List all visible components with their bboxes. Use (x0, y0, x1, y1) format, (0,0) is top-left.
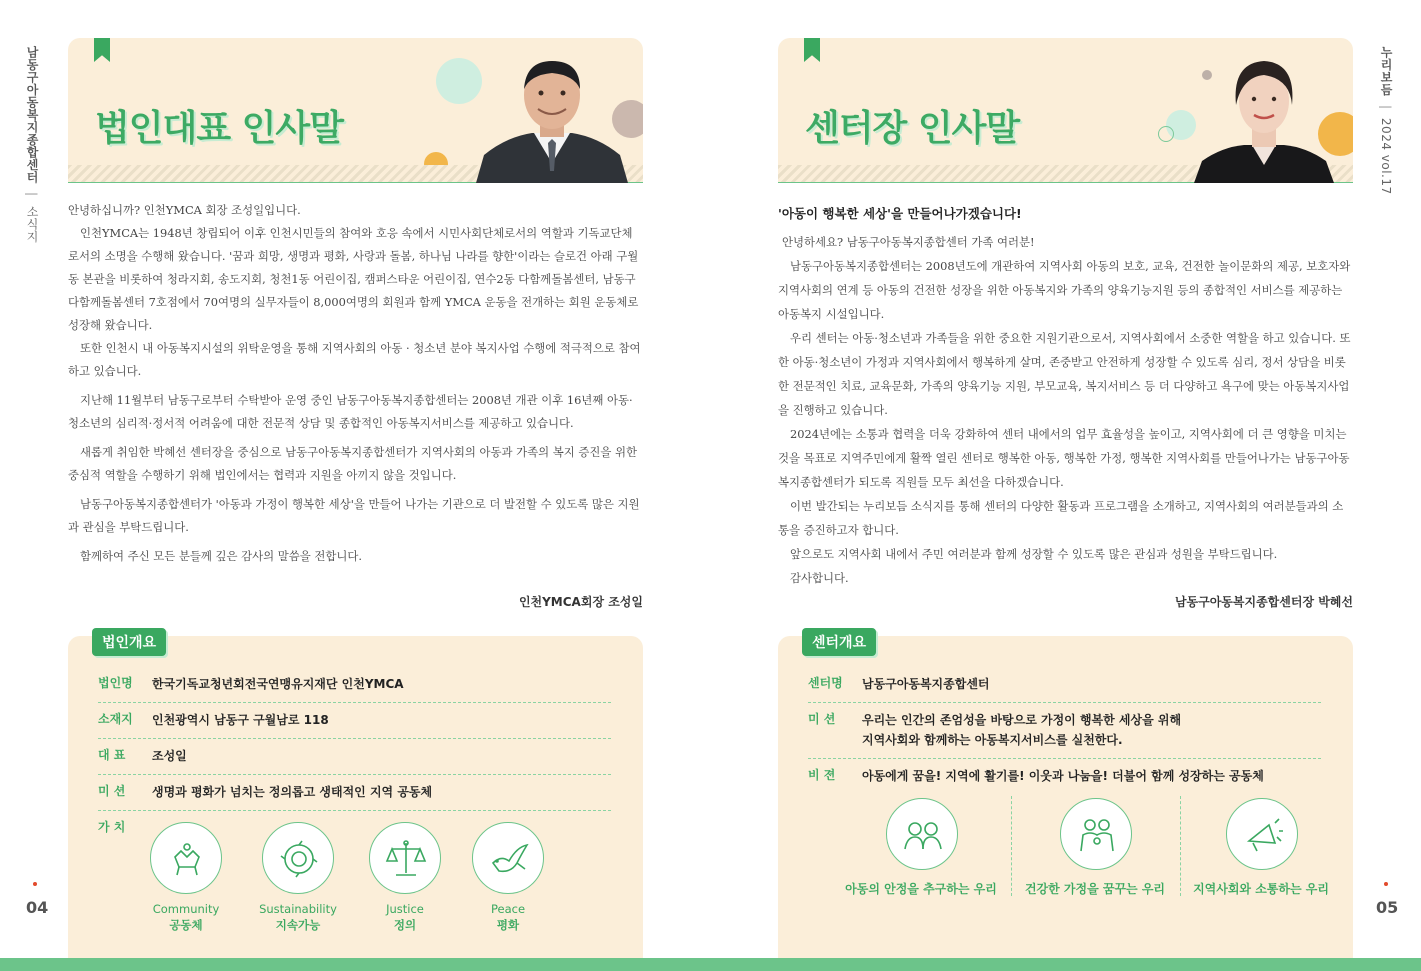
value-label-ko: 공동체 (169, 918, 203, 932)
signature: 남동구아동복지종합센터장 박혜선 (1174, 595, 1353, 609)
vision-caption: 건강한 가정을 꿈꾸는 우리 (1024, 882, 1166, 896)
overview-value: 인천광역시 남동구 구월남로 118 (152, 713, 329, 727)
paragraph: 안녕하십니까? 인천YMCA 회장 조성일입니다. (68, 203, 301, 217)
right-header-card (778, 38, 1353, 183)
value-label-ko: 정의 (393, 918, 417, 932)
overview-key: 소재지 (98, 712, 133, 726)
overview-key: 대 표 (98, 748, 126, 762)
paragraph: 남동구아동복지종합센터가 '아동과 가정이 행복한 세상'을 만들어 나가는 기관으로 더 발전할 수 있도록 많은 지원과 관심을 부탁드립니다. (68, 497, 640, 534)
overview-key: 가 치 (98, 820, 126, 834)
page-dot (33, 882, 37, 886)
side-label-main: 남동구아동복지종합센터 (25, 46, 39, 184)
value-label-en: Community (152, 902, 220, 916)
paragraph: 새롭게 취임한 박혜선 센터장을 중심으로 남동구아동복지종합센터가 지역사회의 아동과 가족의 복지 증진을 위한 중심적 역할을 수행하기 위해 법인에서는 협력과 지원을 아끼지 않을 것입니다. (68, 445, 637, 482)
paragraph: 인천YMCA는 1948년 창립되어 이후 인천시민들의 참여와 호응 속에서 시민사회단체로서의 역할과 기독교단체로서의 소명을 수행해 왔습니다. '꿈과 희망, 생명과 평화, 사랑과 돌봄, 하나님 나라를 향한'이라는 슬로건 아래 구월동 본관을 비롯하여 청라지회, 송도지회, 청천1동 어린이집, 캠퍼스타운 어린이집, 연수2동 다함께돌봄센터, 남동구다함께돌봄센터 7호점에서 70여명의 실무자들이 8,000여명의 회원과 함께 YMCA 운동을 전개하는 회원 운동체로 성장해 왔습니다. (68, 226, 639, 332)
bottom-bar (0, 958, 1421, 971)
overview-row (98, 746, 611, 775)
value-label-ko: 지속가능 (275, 918, 321, 932)
overview-row (808, 710, 1321, 759)
value-label-en: Justice (386, 902, 424, 916)
overview-tag: 법인개요 (92, 628, 166, 656)
overview-tag: 센터개요 (802, 628, 876, 656)
overview-key: 미 션 (808, 712, 836, 726)
hands-icon (150, 822, 222, 894)
dove-icon (472, 822, 544, 894)
overview-value: 생명과 평화가 넘치는 정의롭고 생태적인 지역 공동체 (152, 785, 433, 799)
mission-line: 우리는 인간의 존엄성을 바탕으로 가정이 행복한 세상을 위해 (862, 713, 1182, 727)
family-icon (1060, 798, 1132, 870)
side-label-sub: 소식지 (25, 205, 39, 243)
overview-row (808, 766, 1321, 794)
mission-line: 지역사회와 함께하는 아동복지서비스를 실천한다. (862, 733, 1123, 747)
paragraph: 감사합니다. (790, 571, 849, 585)
paragraph: 지난해 11월부터 남동구로부터 수탁받아 운영 중인 남동구아동복지종합센터는 2008년 개관 이후 16년째 아동·청소년의 심리적·정서적 어려움에 대한 전문적 상담 및 종합적인 아동복지서비스를 제공하고 있습니다. (68, 393, 633, 430)
value-label-en: Sustainability (259, 902, 337, 916)
paragraph: 남동구아동복지종합센터는 2008년도에 개관하여 지역사회 아동의 보호, 교육, 건전한 놀이문화의 제공, 보호자와 지역사회의 연계 등 아동의 건전한 성장을 위한 아동복지와 가족의 양육기능지원 등의 종합적인 서비스를 제공하는 아동복지 시설입니다. (778, 259, 1351, 321)
bookmark-icon (804, 38, 820, 62)
side-label-main: 누리보듬 (1379, 46, 1393, 96)
paragraph: 우리 센터는 아동·청소년과 가족들을 위한 중요한 지원기관으로서, 지역사회에서 소중한 역할을 하고 있습니다. 또한 아동·청소년이 가정과 지역사회에서 행복하게 살며, 존중받고 안전하게 성장할 수 있도록 심리, 정서 상담을 비롯한 전문적인 치료, 교육문화, 가족의 양육기능 지원, 부모교육, 복지서비스 등 더 다양하고 욕구에 맞는 아동복지사업을 진행하고 있습니다. (778, 331, 1351, 417)
overview-row (98, 782, 611, 811)
portrait-photo (476, 51, 628, 183)
corporation-overview-card (68, 636, 643, 958)
scales-icon (369, 822, 441, 894)
overview-key: 비 젼 (808, 768, 836, 782)
right-greeting-body (778, 230, 1353, 590)
portrait-photo (1192, 49, 1336, 183)
overview-key: 센터명 (808, 676, 843, 690)
left-header-card (68, 38, 643, 183)
value-label-en: Peace (490, 902, 526, 916)
overview-value: 남동구아동복지종합센터 (862, 677, 990, 691)
overview-key: 미 션 (98, 784, 126, 798)
overview-row (98, 674, 611, 703)
vision-caption: 지역사회와 소통하는 우리 (1193, 882, 1329, 896)
page-dot (1384, 882, 1388, 886)
page-title: 법인대표 인사말 (95, 108, 343, 149)
megaphone-icon (1226, 798, 1298, 870)
overview-row (98, 710, 611, 739)
vision-caption: 아동의 안정을 추구하는 우리 (845, 882, 997, 896)
overview-value (862, 710, 1181, 750)
signature: 인천YMCA회장 조성일 (518, 595, 643, 609)
paragraph: 함께하여 주신 모든 분들께 깊은 감사의 말씀을 전합니다. (80, 549, 363, 563)
overview-key: 법인명 (98, 676, 133, 690)
center-overview-card (778, 636, 1353, 958)
left-side-label (24, 46, 41, 243)
overview-value: 조성일 (152, 749, 187, 763)
paragraph: 이번 발간되는 누리보듬 소식지를 통해 센터의 다양한 활동과 프로그램을 소개하고, 지역사회의 여러분들과의 소통을 증진하고자 합니다. (778, 499, 1344, 537)
left-greeting-body (68, 199, 643, 568)
side-label-separator: | (25, 192, 39, 197)
right-side-label (1378, 46, 1395, 195)
paragraph: 또한 인천시 내 아동복지시설의 위탁운영을 통해 지역사회의 아동 · 청소년 분야 복지사업 수행에 적극적으로 참여하고 있습니다. (68, 341, 641, 378)
paragraph: 앞으로도 지역사회 내에서 주민 여러분과 함께 성장할 수 있도록 많은 관심과 성원을 부탁드립니다. (790, 547, 1278, 561)
value-label-ko: 평화 (496, 918, 520, 932)
page-title: 센터장 인사말 (805, 108, 1020, 149)
bookmark-icon (94, 38, 110, 62)
page-number-right: 05 (1376, 898, 1399, 917)
paragraph: 안녕하세요? 남동구아동복지종합센터 가족 여러분! (782, 235, 1035, 249)
decor-circle (1158, 126, 1174, 142)
side-label-separator: | (1379, 104, 1393, 110)
children-icon (886, 798, 958, 870)
paragraph: 2024년에는 소통과 협력을 더욱 강화하여 센터 내에서의 업무 효율성을 높이고, 지역사회에 더 큰 영향을 미치는 것을 목표로 지역주민에게 활짝 열린 센터로 행복한 아동, 행복한 가정, 행복한 지역사회를 만들어나가는 남동구아동복지종합센터가 되도록 직원들 모두 최선을 다하겠습니다. (778, 427, 1350, 489)
overview-value: 아동에게 꿈을! 지역에 활기를! 이웃과 나눔을! 더불어 함께 성장하는 공동체 (862, 769, 1264, 783)
overview-row (808, 674, 1321, 703)
lead-heading: '아동이 행복한 세상'을 만들어나가겠습니다! (778, 206, 1022, 221)
recycle-icon (262, 822, 334, 894)
overview-value: 한국기독교청년회전국연맹유지재단 인천YMCA (152, 677, 404, 691)
side-label-sub: 2024 vol.17 (1379, 117, 1393, 195)
page-number-left: 04 (26, 898, 49, 917)
